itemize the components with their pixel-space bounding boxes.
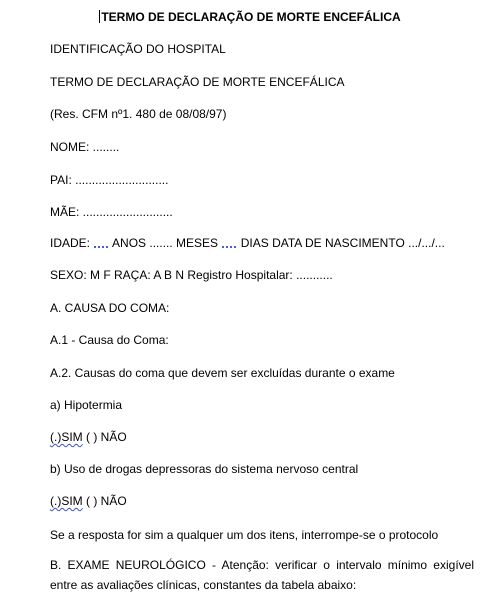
hypothermia-yes-option: (.)SIM bbox=[50, 430, 83, 444]
age-days-birthdate: DIAS DATA DE NASCIMENTO .../.../... bbox=[240, 236, 445, 250]
hypothermia-item: a) Hipotermia bbox=[50, 398, 123, 412]
term-heading: TERMO DE DECLARAÇÃO DE MORTE ENCEFÁLICA bbox=[50, 75, 345, 89]
drugs-answer bbox=[50, 494, 127, 508]
age-years-blank bbox=[93, 238, 109, 248]
coma-cause-field: A.1 - Causa do Coma: bbox=[50, 333, 169, 347]
coma-cause-heading: A. CAUSA DO COMA: bbox=[50, 301, 170, 315]
age-label: IDADE: bbox=[50, 236, 91, 250]
drugs-item: b) Uso de drogas depressoras do sistema nervoso central bbox=[50, 462, 359, 476]
age-field bbox=[50, 236, 445, 250]
resolution-reference: (Res. CFM nº1. 480 de 08/08/97) bbox=[50, 107, 227, 121]
document-title bbox=[0, 10, 500, 24]
protocol-note: Se a resposta for sim a qualquer um dos itens, interrompe-se o protocolo bbox=[50, 528, 439, 542]
name-field: NOME: ........ bbox=[50, 140, 120, 154]
father-field: PAI: ............................ bbox=[50, 173, 169, 187]
hypothermia-no-option: ( ) NÃO bbox=[86, 430, 127, 444]
age-days-blank bbox=[221, 238, 237, 248]
mother-field: MÃE: ........................... bbox=[50, 205, 173, 219]
hospital-identification: IDENTIFICAÇÃO DO HOSPITAL bbox=[50, 42, 226, 56]
hypothermia-answer bbox=[50, 430, 127, 444]
coma-exclusion-causes: A.2. Causas do coma que devem ser excluídas durante o exame bbox=[50, 366, 395, 380]
drugs-yes-option: (.)SIM bbox=[50, 494, 83, 508]
neurological-exam-paragraph: B. EXAME NEUROLÓGICO - Atenção: verificar o intervalo mínimo exigível entre as avaliações clínicas, constantes da tabela abaixo: bbox=[50, 558, 474, 592]
document-title-text: TERMO DE DECLARAÇÃO DE MORTE ENCEFÁLICA bbox=[101, 10, 401, 24]
drugs-no-option: ( ) NÃO bbox=[86, 494, 127, 508]
sex-race-registry: SEXO: M F RAÇA: A B N Registro Hospitalar: ........... bbox=[50, 268, 333, 282]
age-years-months: ANOS ....... MESES bbox=[112, 236, 219, 250]
